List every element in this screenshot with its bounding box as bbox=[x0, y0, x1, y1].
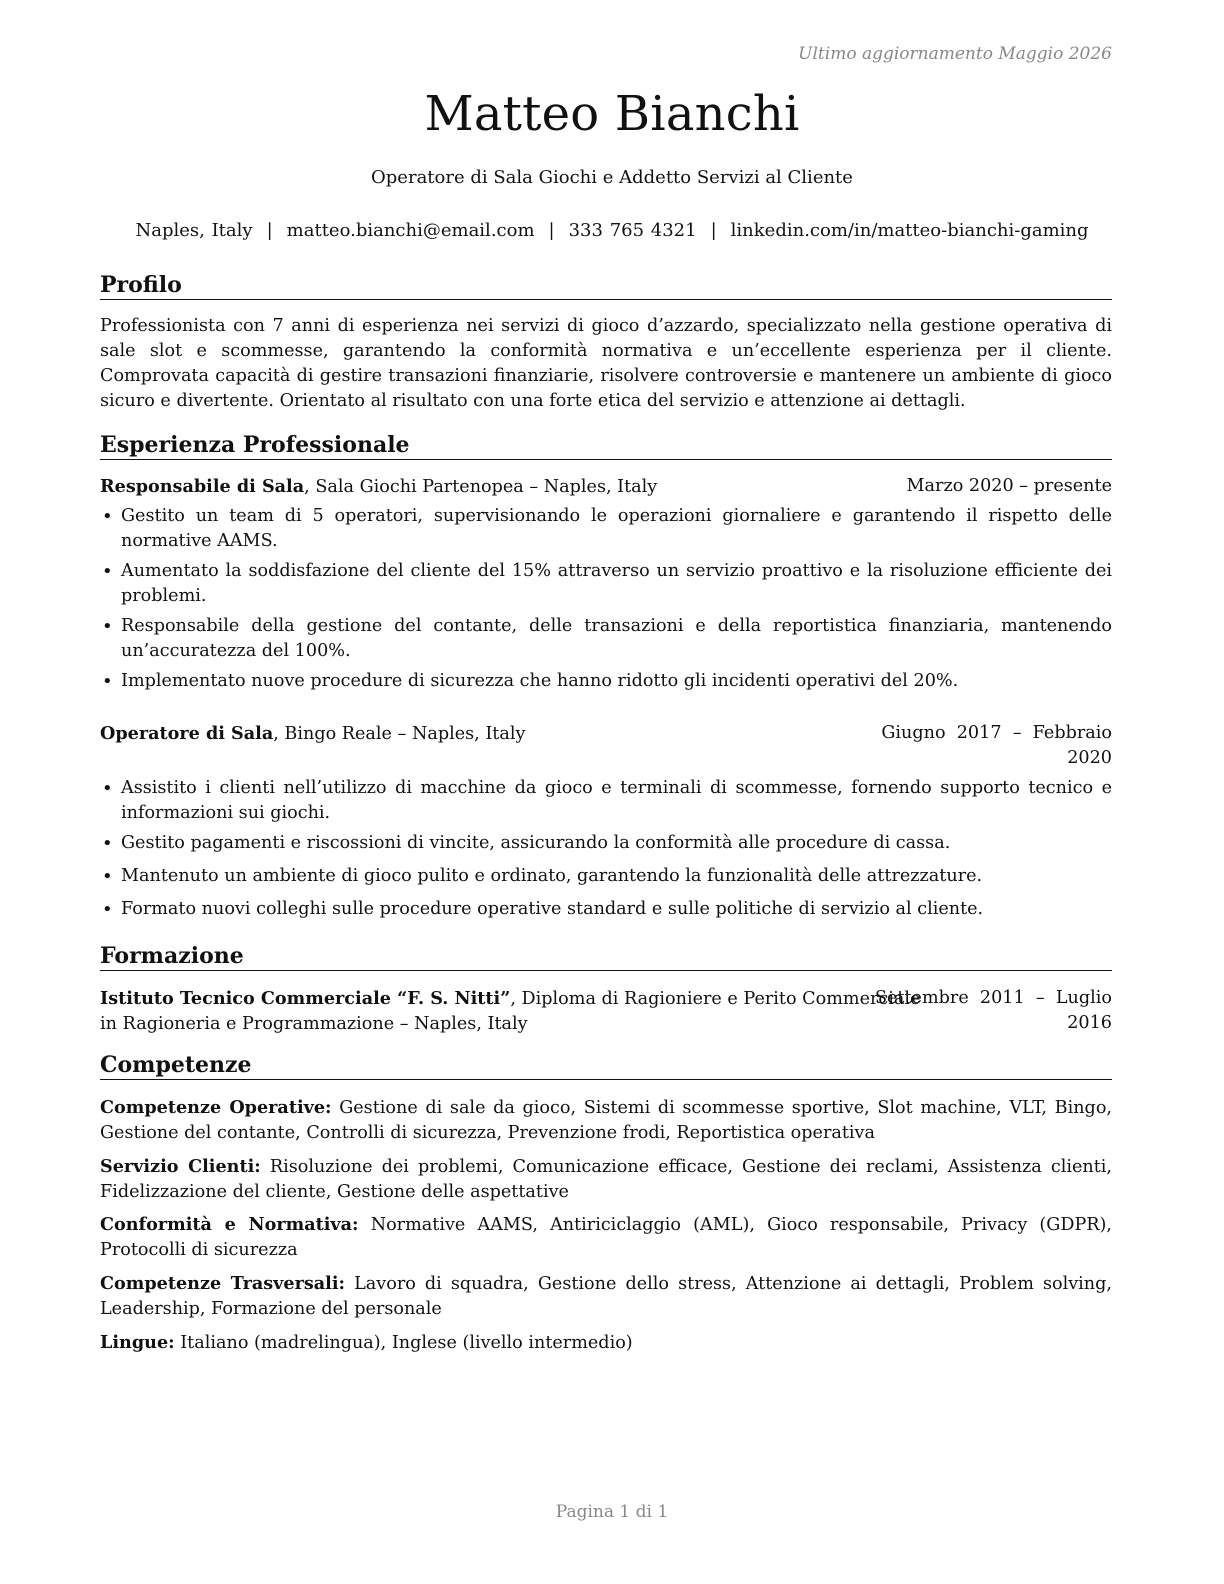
contact-location: Naples, Italy bbox=[135, 220, 253, 241]
list-item: • Responsabile della gestione del contante, delle transazioni e della reportistica finanziaria, mantenendo un’accuratezza del 100%. bbox=[100, 614, 1112, 664]
candidate-name: Matteo Bianchi bbox=[424, 86, 800, 142]
skill-text: Lavoro di squadra, Gestione dello stress, Attenzione ai dettagli, Problem solving, Leadership, Formazione del personale bbox=[100, 1274, 1112, 1319]
job-date: Marzo 2020 – presente bbox=[906, 476, 1112, 496]
contact-separator: | bbox=[266, 220, 273, 241]
job-bullets bbox=[100, 776, 1112, 922]
skill-text: Risoluzione dei problemi, Comunicazione efficace, Gestione dei reclami, Assistenza clienti, Fidelizzazione del cliente, Gestione delle aspettative bbox=[100, 1157, 1112, 1202]
education-entry bbox=[100, 986, 1112, 1037]
skill-text: Gestione di sale da gioco, Sistemi di scommesse sportive, Slot machine, VLT, Bingo, Gestione del contante, Controlli di sicurezza, Prevenzione frodi, Reportistica operativa bbox=[100, 1098, 1113, 1143]
section-title-profile: Profilo bbox=[100, 272, 1112, 300]
section-title-skills: Competenze bbox=[100, 1052, 1112, 1080]
skill-group bbox=[100, 1154, 1112, 1205]
skill-text: Normative AAMS, Antiriciclaggio (AML), Gioco responsabile, Privacy (GDPR), Protocolli di sicurezza bbox=[100, 1215, 1112, 1260]
education-degree: , Diploma di Ragioniere e Perito Commerciale bbox=[510, 989, 921, 1009]
job-bullets bbox=[100, 504, 1112, 694]
last-updated-note: Ultimo aggiornamento Maggio 2026 bbox=[798, 44, 1112, 64]
skill-label: Servizio Clienti: bbox=[100, 1156, 261, 1177]
contact-line bbox=[0, 220, 1224, 241]
list-item: • Aumentato la soddisfazione del cliente del 15% attraverso un servizio proattivo e la risoluzione efficiente dei problemi. bbox=[100, 559, 1112, 609]
skill-label: Competenze Operative: bbox=[100, 1097, 332, 1118]
contact-phone[interactable]: 333 765 4321 bbox=[568, 220, 697, 241]
list-item: • Assistito i clienti nell’utilizzo di macchine da gioco e terminali di scommesse, fornendo supporto tecnico e informazioni sui giochi. bbox=[100, 776, 1112, 826]
contact-email-link[interactable]: matteo.bianchi@email.com bbox=[286, 220, 535, 241]
job-header bbox=[100, 721, 1112, 768]
job-role: Operatore di Sala bbox=[100, 723, 274, 744]
education-school: Istituto Tecnico Commerciale “F. S. Nitti” bbox=[100, 988, 511, 1009]
skill-text: Italiano (madrelingua), Inglese (livello intermedio) bbox=[174, 1333, 633, 1353]
job-header bbox=[100, 474, 1112, 500]
skill-label: Competenze Trasversali: bbox=[100, 1273, 346, 1294]
contact-separator: | bbox=[710, 220, 717, 241]
list-item: • Gestito pagamenti e riscossioni di vincite, assicurando la conformità alle procedure di cassa. bbox=[100, 831, 1112, 856]
job-title-subtitle: Operatore di Sala Giochi e Addetto Servizi al Cliente bbox=[371, 167, 853, 188]
job-company: , Sala Giochi Partenopea – Naples, Italy bbox=[304, 477, 658, 497]
skill-label: Lingue: bbox=[100, 1332, 175, 1353]
list-item: • Gestito un team di 5 operatori, supervisionando le operazioni giornaliere e garantendo il rispetto delle normative AAMS. bbox=[100, 504, 1112, 554]
education-date: Settembre 2011 – Luglio 2016 bbox=[874, 988, 1112, 1033]
education-degree-continued: in Ragioneria e Programmazione – Naples, Italy bbox=[100, 1014, 528, 1034]
job-date: Giugno 2017 – Febbraio 2020 bbox=[881, 723, 1112, 768]
contact-linkedin-link[interactable]: linkedin.com/in/matteo-bianchi-gaming bbox=[730, 220, 1089, 241]
profile-summary: Professionista con 7 anni di esperienza nei servizi di gioco d’azzardo, specializzato nella gestione operativa di sale slot e scommesse, garantendo la conformità normativa e un’eccellente esperienza per il cliente. Comprovata capacità di gestire transazioni finanziarie, risolvere controversie e mantenere un ambiente di gioco sicuro e divertente. Orientato al risultato con una forte etica del servizio e attenzione ai dettagli. bbox=[100, 316, 1112, 411]
list-item: • Formato nuovi colleghi sulle procedure operative standard e sulle politiche di servizio al cliente. bbox=[100, 897, 1112, 922]
list-item: • Mantenuto un ambiente di gioco pulito e ordinato, garantendo la funzionalità delle attrezzature. bbox=[100, 864, 1112, 889]
section-title-education: Formazione bbox=[100, 943, 1112, 971]
skill-group bbox=[100, 1330, 1112, 1356]
skill-label: Conformità e Normativa: bbox=[100, 1214, 359, 1235]
skill-group bbox=[100, 1271, 1112, 1322]
page-number: Pagina 1 di 1 bbox=[555, 1502, 669, 1522]
skill-group bbox=[100, 1212, 1112, 1263]
job-role: Responsabile di Sala bbox=[100, 476, 305, 497]
contact-separator: | bbox=[548, 220, 555, 241]
job-company: , Bingo Reale – Naples, Italy bbox=[273, 724, 526, 744]
section-title-experience: Esperienza Professionale bbox=[100, 432, 1112, 460]
skill-group bbox=[100, 1095, 1112, 1146]
list-item: • Implementato nuove procedure di sicurezza che hanno ridotto gli incidenti operativi del 20%. bbox=[100, 669, 1112, 694]
